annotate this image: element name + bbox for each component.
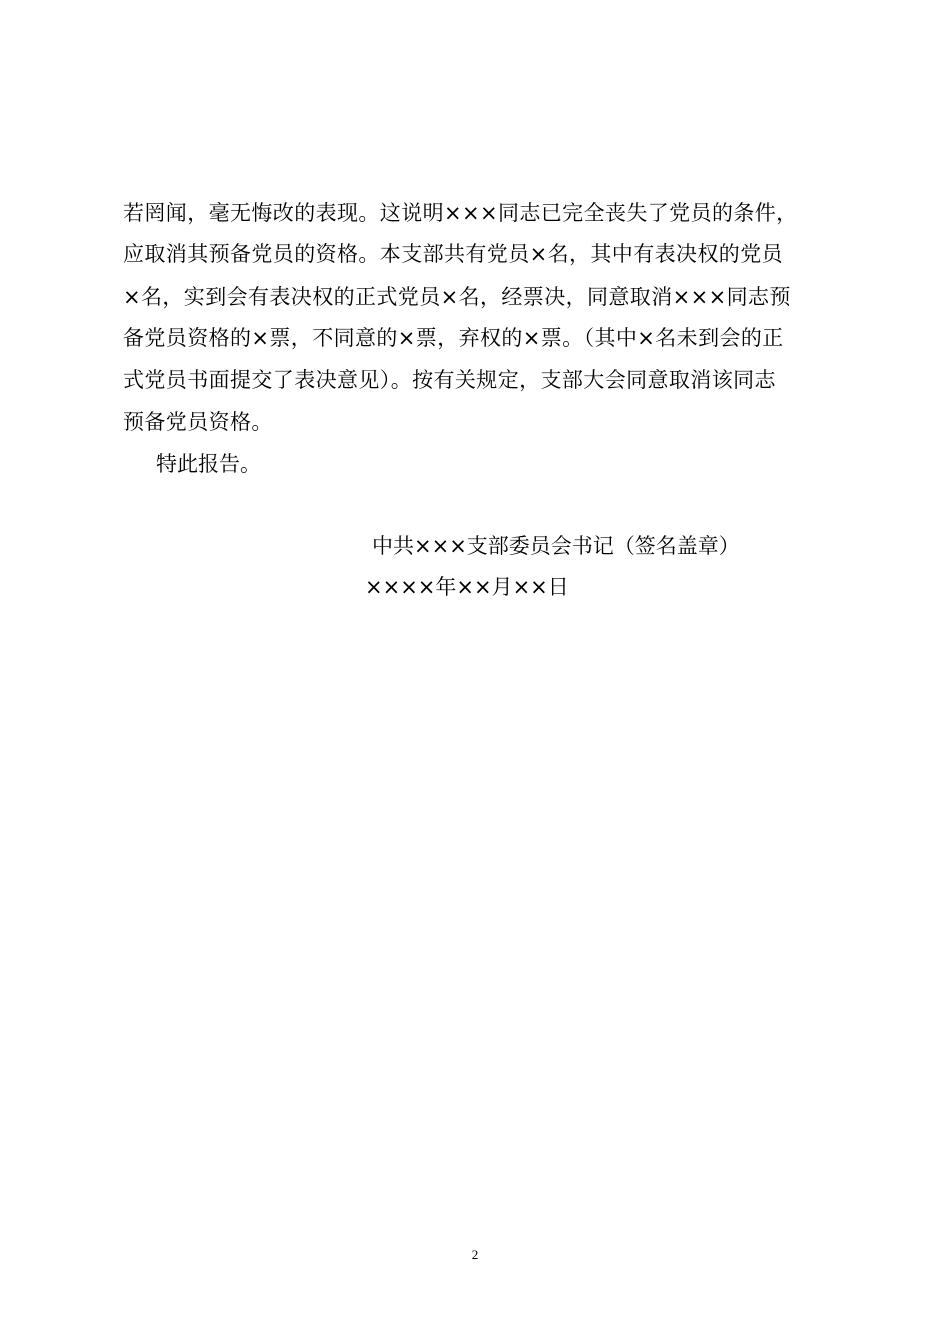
body-line-5: 式党员书面提交了表决意见）。按有关规定，支部大会同意取消该同志 <box>123 368 776 392</box>
closing-phrase: 特此报告。 <box>156 452 261 476</box>
signature-date: ××××年××月××日 <box>365 575 569 599</box>
page-number: 2 <box>471 1247 479 1262</box>
body-line-2: 应取消其预备党员的资格。本支部共有党员×名，其中有表决权的党员 <box>123 242 783 266</box>
body-line-4: 备党员资格的×票，不同意的×票，弃权的×票。（其中×名未到会的正 <box>123 326 784 350</box>
body-line-1: 若罔闻，毫无悔改的表现。这说明×××同志已完全丧失了党员的条件， <box>123 201 798 225</box>
body-line-6: 预备党员资格。 <box>123 410 273 434</box>
signature-organization: 中共×××支部委员会书记（签名盖章） <box>372 534 740 558</box>
body-line-3: ×名，实到会有表决权的正式党员×名，经票决，同意取消×××同志预 <box>123 285 791 309</box>
